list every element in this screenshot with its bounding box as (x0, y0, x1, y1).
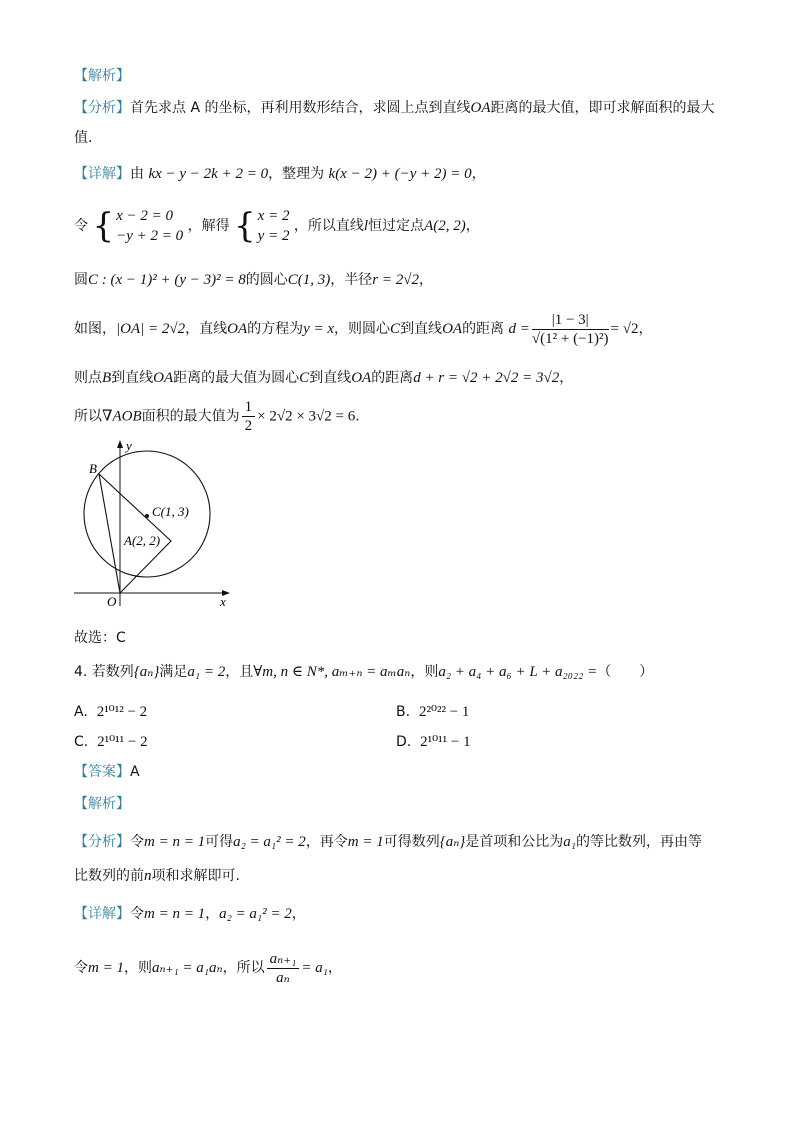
label-x: x (220, 594, 226, 609)
detail-line-5: 则点B到直线OA距离的最大值为圆心C到直线OA的距离d + r = √2 + 2√2 = 3√2， (74, 370, 574, 386)
q4-analysis-line-2: 比数列的前n项和求解即可. (74, 868, 240, 884)
y-axis-arrow (117, 440, 123, 448)
detail-line-2: 令 { x − 2 = 0 −y + 2 = 0 ，解得 { x = 2 y = 2 ，所以直线l恒过定点A(2, 2)， (74, 206, 480, 246)
label-y: y (126, 438, 132, 453)
q4-detail-line-1: 【详解】令m = n = 1，a₂ = a₁² = 2， (74, 906, 306, 922)
final-answer-3: 故选：C (74, 630, 126, 646)
analysis-line-2: 值. (74, 130, 93, 146)
analysis-line-1: 【分析】首先求点 A 的坐标，再利用数形结合，求圆上点到直线OA距离的最大值，即可求解面积的最大 (74, 100, 715, 116)
center-point (145, 514, 149, 518)
detail-line-3: 圆C : (x − 1)² + (y − 3)² = 8的圆心C(1, 3)，半径r = 2√2， (74, 272, 433, 288)
option-b: B. 2²⁰²² − 1 (396, 704, 470, 720)
q4-analysis-line-1: 【分析】令m = n = 1可得a₂ = a₁² = 2，再令m = 1可得数列{aₙ}是首项和公比为a₁的等比数列，再由等 (74, 834, 703, 850)
jiexi-heading: 【解析】 (74, 68, 130, 84)
label-o: O (107, 594, 117, 609)
q4-detail-line-2: 令m = 1，则aₙ₊₁ = a₁aₙ，所以 $\frac{\text{aₙ₊₁}}{\text{aₙ}}$ = a₁， (74, 950, 342, 986)
answer-line: 【答案】A (74, 764, 140, 780)
geometry-figure (70, 436, 240, 616)
detail-line-6: 所以∇AOB面积的最大值为 $\frac{1}{2}$ × 2√2 × 3√2 = 6. (74, 399, 360, 434)
detail-line-1: 【详解】由 kx − y − 2k + 2 = 0，整理为 k(x − 2) + (−y + 2) = 0， (74, 166, 486, 182)
jiexi-heading-4: 【解析】 (74, 796, 130, 812)
label-c: C(1, 3) (152, 504, 189, 519)
option-a: A. 2¹⁰¹² − 2 (74, 704, 148, 720)
option-d: D. 2¹⁰¹¹ − 1 (396, 734, 471, 750)
label-b: B (89, 461, 97, 476)
label-a: A(2, 2) (124, 533, 161, 548)
question-4-stem: 4. 若数列{aₙ}满足a₁ = 2，且∀m, n ∈ N*, aₘ₊ₙ = aₘaₙ，则a₂ + a₄ + a₆ + L + a₂₀₂₂ =（ ） (74, 664, 654, 680)
option-c: C. 2¹⁰¹¹ − 2 (74, 734, 148, 750)
detail-line-4: 如图，|OA| = 2√2，直线OA的方程为y = x，则圆心C到直线OA的距离 d = $\frac{|1 - 3|}{\text{√(1² + (−1)²)}}$ = √2， (74, 311, 653, 347)
